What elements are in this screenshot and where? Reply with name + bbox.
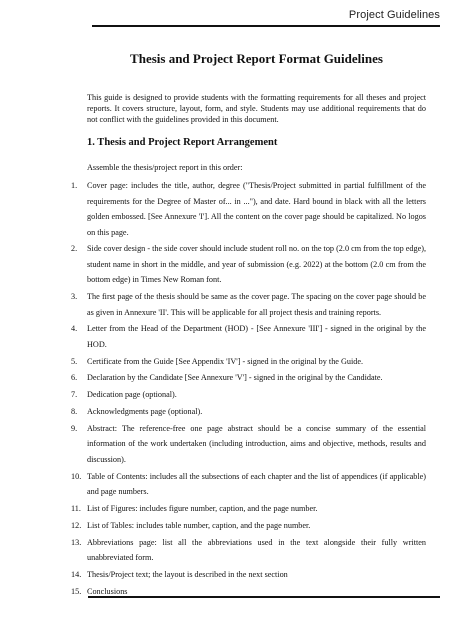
list-item	[71, 404, 426, 420]
list-item-number: 4.	[71, 324, 78, 334]
list-item	[71, 178, 426, 240]
list-item	[71, 535, 426, 566]
list-item-number: 7.	[71, 390, 78, 400]
list-item	[71, 354, 426, 370]
list-item-number: 8.	[71, 407, 78, 417]
arrangement-list	[71, 178, 426, 599]
list-item-number: 5.	[71, 356, 78, 366]
list-item-text: Dedication page (optional).	[87, 390, 177, 400]
list-item	[71, 370, 426, 386]
list-item	[71, 387, 426, 403]
list-item-text: Abbreviations page: list all the abbreviations used in the text alongside their fully written unabbreviated form.	[87, 537, 426, 563]
list-item-number: 11.	[71, 503, 81, 513]
list-item	[71, 321, 426, 352]
list-item-text: List of Figures: includes figure number, caption, and the page number.	[87, 503, 318, 513]
list-item-number: 1.	[71, 181, 78, 190]
list-item	[71, 241, 426, 288]
document-title: Thesis and Project Report Format Guidelines	[130, 51, 383, 66]
list-lead-text: Assemble the thesis/project report in this order:	[87, 163, 243, 172]
list-item-text: Side cover design - the side cover should include student roll no. on the top (2.0 cm from the top edge), student name in short in the middle, and year of submission (e.g. 2022) at the bottom (2.0 cm from the bottom edge) in Times New Roman font.	[87, 244, 426, 285]
list-item-text: The first page of the thesis should be same as the cover page. The spacing on the cover page should be as given in Annexure 'II'. This will be applicable for all project thesis and training reports.	[87, 292, 426, 317]
page-content	[71, 51, 426, 600]
list-item-text: List of Tables: includes table number, caption, and the page number.	[87, 520, 311, 530]
header-rule	[92, 25, 440, 27]
list-item-number: 9.	[71, 423, 78, 433]
list-item	[71, 289, 426, 320]
list-item-number: 2.	[71, 244, 78, 254]
list-item-text: Acknowledgments page (optional).	[87, 407, 203, 417]
list-item-text: Certificate from the Guide [See Appendix 'IV'] - signed in the original by the Guide.	[87, 356, 364, 366]
list-item-number: 3.	[71, 292, 78, 302]
list-item-number: 12.	[71, 520, 82, 530]
list-item-number: 15.	[71, 586, 82, 596]
list-item-text: Table of Contents: includes all the subsections of each chapter and the list of appendices (if applicable) and page numbers.	[87, 471, 426, 497]
list-item-number: 10.	[71, 471, 82, 481]
list-item-number: 6.	[71, 373, 78, 383]
list-item-text: Cover page: includes the title, author, degree ("Thesis/Project submitted in partial fulfillment of the requirements for the Degree of Master of... in ..."), and date. Hard bound in black with all the letters golden embossed. [See Annexure 'I']. All the content on the cover page should be capitalized. No logos on this page.	[87, 181, 426, 237]
running-header-title: Project Guidelines	[348, 9, 440, 21]
list-item	[71, 469, 426, 500]
list-item-text: Conclusions	[87, 586, 128, 596]
list-item-number: 14.	[71, 569, 82, 579]
list-item-text: Declaration by the Candidate [See Annexure 'V'] - signed in the original by the Candidate.	[87, 373, 383, 383]
list-item	[71, 567, 426, 583]
list-item-text: Letter from the Head of the Department (HOD) - [See Annexure 'III'] - signed in the original by the HOD.	[87, 324, 426, 349]
list-item-number: 13.	[71, 537, 82, 547]
list-item	[71, 421, 426, 468]
list-item-text: Abstract: The reference-free one page abstract should be a concise summary of the essential information of the work undertaken (including introduction, aims and objective, methods, results and discussion).	[87, 423, 426, 464]
footer-rule	[88, 596, 440, 598]
list-item	[71, 518, 426, 534]
list-item-text: Thesis/Project text; the layout is described in the next section	[87, 569, 288, 579]
section-heading: 1. Thesis and Project Report Arrangement	[87, 137, 278, 148]
list-item	[71, 501, 426, 517]
intro-paragraph: This guide is designed to provide students with the formatting requirements for all theses and project reports. It covers structure, layout, form, and style. Students may use additional requirements that do not conflict with the guidelines provided in this document.	[87, 93, 426, 124]
